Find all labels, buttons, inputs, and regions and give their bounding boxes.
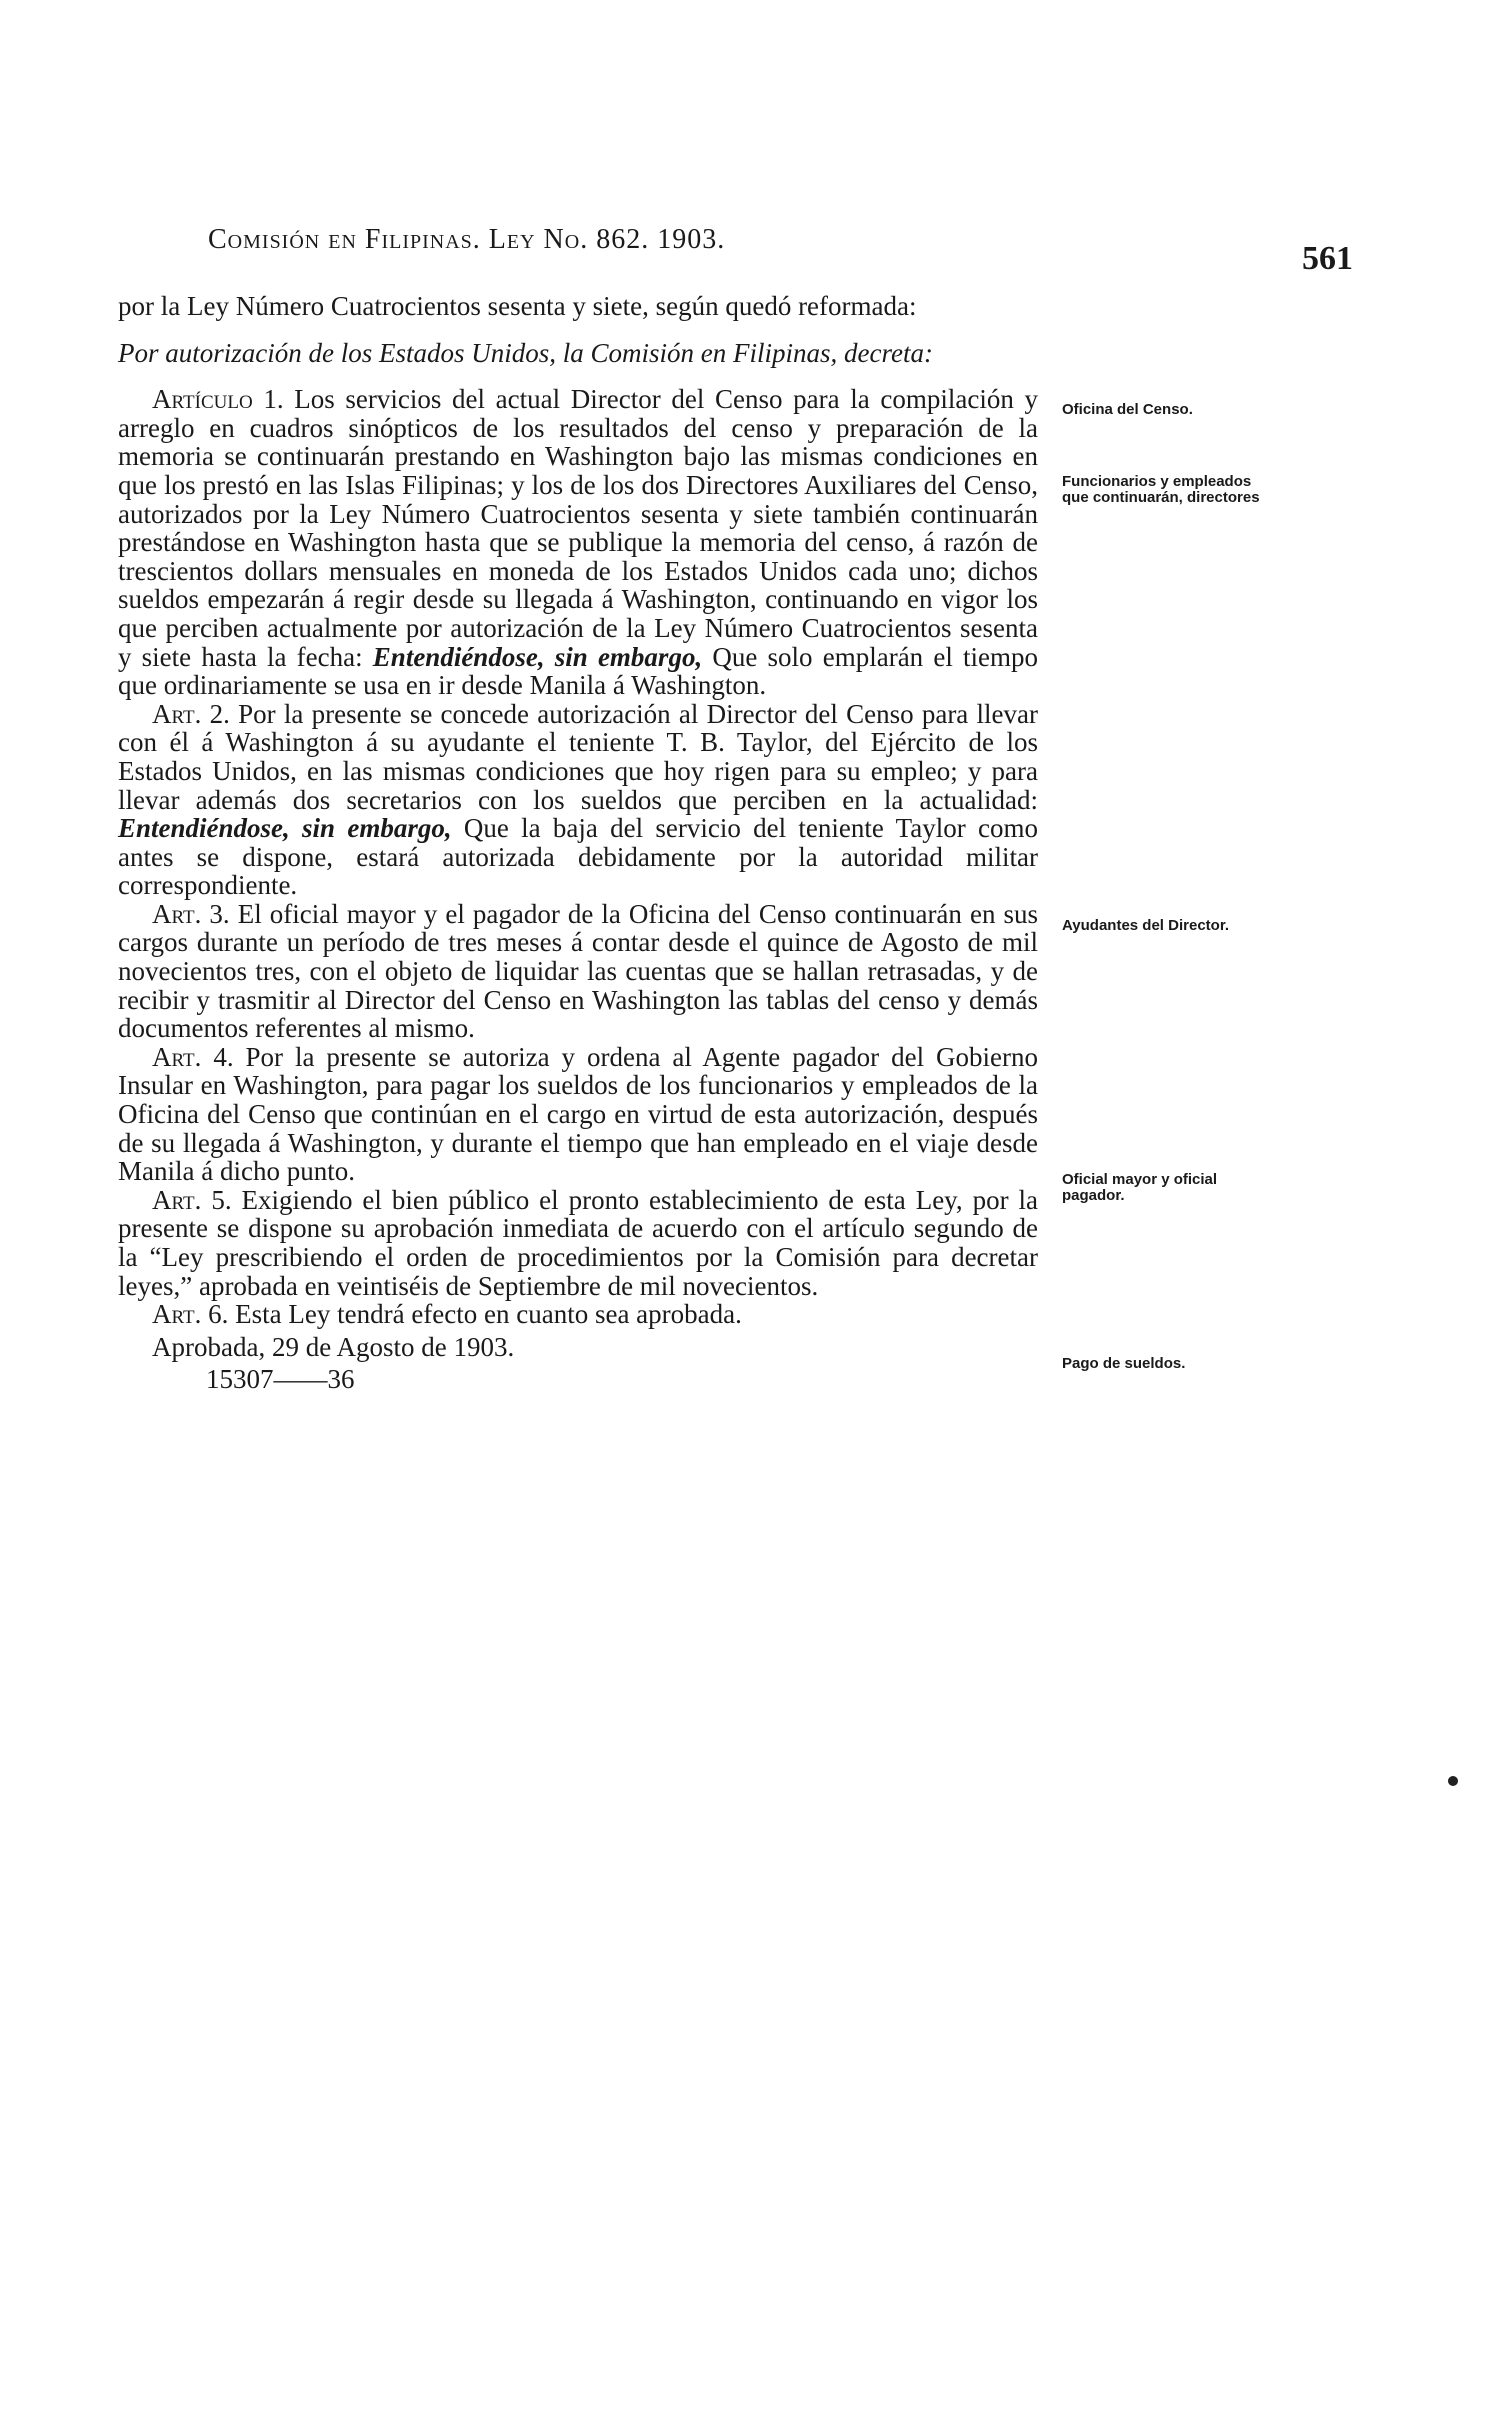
article-3: [118, 900, 1038, 1043]
article-2: [118, 700, 1038, 900]
article-text: Los servicios del actual Director del Censo para la compilación y arreglo en cuadros sinópticos de los resultados del censo y preparación de la memoria se continuarán prestando en Washington bajo las mismas condiciones en que los prestó en las Islas Filipinas; y los de los dos Directores Auxiliares del Censo, autorizados por la Ley Número Cuatrocientos sesenta y siete también continuarán prestándose en Washington hasta que se publique la memoria del censo, á razón de trescientos dollars mensuales en moneda de los Estados Unidos cada uno; dichos sueldos empezarán á regir desde su llegada á Washington, continuando en vigor los que perciben actualmente por autorización de la Ley Número Cuatrocientos sesenta y siete hasta la fecha:: [118, 384, 1039, 672]
running-title: Comisión en Filipinas. Ley No. 862. 1903.: [208, 224, 726, 255]
margin-note-chief-clerk: Oficial mayor y oficial pagador.: [1062, 1171, 1218, 1204]
article-heading: Artículo 1.: [152, 384, 284, 415]
intro-paragraph: por la Ley Número Cuatrocientos sesenta y siete, según quedó reformada:: [118, 291, 917, 321]
article-4: [118, 1043, 1038, 1186]
ink-speck: [1448, 1776, 1458, 1786]
article-text: Exigiendo el bien público el pronto establecimiento de esta Ley, por la presente se dispone su aprobación inmediata de acuerdo con el artículo segundo de la “Ley prescribiendo el orden de procedimientos por la Comisión para decretar leyes,” aprobada en veintiséis de Septiembre de mil novecientos.: [118, 1184, 1039, 1301]
article-heading: Art. 3.: [152, 898, 230, 929]
margin-note-officials: Funcionarios y empleados que continuarán, directores: [1062, 473, 1260, 506]
article-text: Por la presente se concede autorización al Director del Censo para llevar con él á Washington á su ayudante el teniente T. B. Taylor, del Ejército de los Estados Unidos, en las mismas condiciones que hoy rigen para su empleo; y para llevar además dos secretarios con los sueldos que perciben en la actualidad:: [118, 698, 1038, 815]
law-text: [118, 292, 1038, 1394]
page-number: 561: [1302, 240, 1353, 277]
article-text: Por la presente se autoriza y ordena al Agente pagador del Gobierno Insular en Washington, para pagar los sueldos de los funcionarios y empleados de la Oficina del Censo que continúan en el cargo en virtud de esta autorización, después de su llegada á Washington, y durante el tiempo que han empleado en el viaje desde Manila á dicho punto.: [118, 1041, 1038, 1187]
article-heading: Art. 2.: [152, 698, 230, 729]
margin-note-census-office: Oficina del Censo.: [1062, 401, 1193, 418]
decree-line: Por autorización de los Estados Unidos, la Comisión en Filipinas, decreta:: [118, 337, 933, 368]
margin-note-salary-payment: Pago de sueldos.: [1062, 1355, 1186, 1372]
article-text-cont: Que la baja del servicio del teniente Taylor como antes se dispone, estará autorizada debidamente por la autoridad militar correspondiente.: [118, 813, 1038, 901]
article-proviso: Entendiéndose, sin embargo,: [118, 813, 452, 844]
article-5: [118, 1186, 1038, 1300]
article-heading: Art. 4.: [152, 1041, 234, 1072]
article-6: [118, 1300, 1038, 1329]
article-text: Esta Ley tendrá efecto en cuanto sea aprobada.: [235, 1299, 742, 1330]
article-heading: Art. 5.: [152, 1184, 232, 1215]
article-text-cont: Que solo emplarán el tiempo que ordinariamente se usa en ir desde Manila á Washington.: [118, 641, 1039, 701]
approval-date: Aprobada, 29 de Agosto de 1903.: [152, 1331, 515, 1362]
printer-mark: 15307——36: [206, 1364, 355, 1395]
margin-note-assistants: Ayudantes del Director.: [1062, 917, 1229, 934]
article-heading: Art. 6.: [152, 1299, 229, 1330]
article-1: [118, 385, 1038, 700]
article-proviso: Entendiéndose, sin embargo,: [372, 641, 703, 672]
article-text: El oficial mayor y el pagador de la Oficina del Censo continuarán en sus cargos durante un período de tres meses á contar desde el quince de Agosto de mil novecientos tres, con el objeto de liquidar las cuentas que se hallan retrasadas, y de recibir y trasmitir al Director del Censo en Washington las tablas del censo y demás documentos referentes al mismo.: [118, 898, 1039, 1044]
